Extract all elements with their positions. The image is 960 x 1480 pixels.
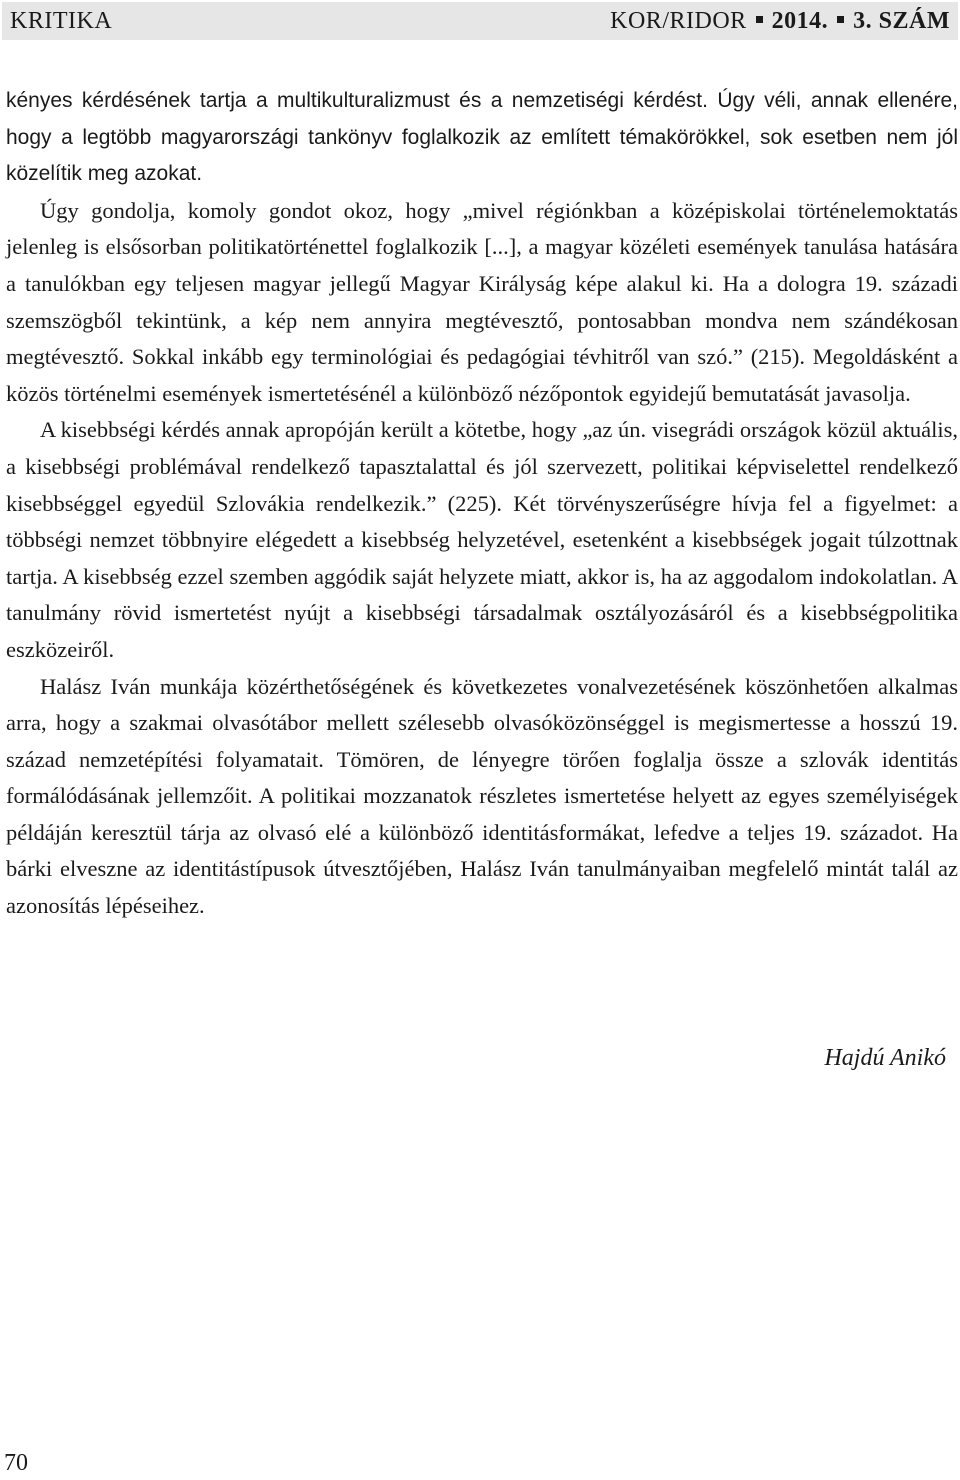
journal-info xyxy=(610,8,950,35)
page-number: 70 xyxy=(4,1450,28,1476)
article-body xyxy=(6,83,958,925)
journal-year: 2014. xyxy=(771,7,829,34)
journal-issue: 3. SZÁM xyxy=(853,7,950,34)
running-header xyxy=(2,2,958,40)
paragraph: Halász Iván munkája közérthetőségének és következetes vonalvezetésének köszönhetően alkalmas arra, hogy a szakmai olvasótábor mellett szélesebb olvasóközönséggel is megismertesse a hosszú 19. század nemzetépítési folyamatait. Tömören, de lényegre törően foglalja össze a szlovák identitás formálódásának jellemzőit. A politikai mozzanatok részletes ismertetése helyett az egyes személyiségek példáján keresztül tárja az olvasó elé a különböző identitásformákat, lefedve a teljes 19. századot. Ha bárki elveszne az identitástípusok útvesztőjében, Halász Iván tanulmányaiban megfelelő mintát talál az azonosítás lépéseihez. xyxy=(6,673,958,919)
paragraph: Úgy gondolja, komoly gondot okoz, hogy „mivel régiónkban a középiskolai történelemoktatás jelenleg is elsősorban politikatörténettel foglalkozik [...], a magyar közéleti események tanulása hatására a tanulókban egy teljesen magyar jellegű Magyar Királyság képe alakul ki. Ha a dologra 19. századi szemszögből tekintünk, a kép nem annyira megtévesztő, pontosabban mondva nem szándékosan megtévesztő. Sokkal inkább egy terminológiai és pedagógiai tévhitről van szó.” (215). Megoldásként a közös történelmi események ismertetésénél a különböző nézőpontok egyidejű bemutatását javasolja. xyxy=(6,197,958,406)
paragraph: A kisebbségi kérdés annak apropóján került a kötetbe, hogy „az ún. visegrádi országok közül aktuális, a kisebbségi problémával rendelkező tapasztalattal és jól szervezett, politikai képviselettel rendelkező kisebbséggel egyedül Szlovákia rendelkezik.” (225). Két törvényszerűségre hívja fel a figyelmet: a többségi nemzet többnyire elégedett a kisebbség helyzetével, esetenként a kisebbségek jogait túlzottnak tartja. A kisebbség ezzel szemben aggódik saját helyzete miatt, akkor is, ha az aggodalom indokolatlan. A tanulmány rövid ismertetést nyújt a kisebbségi társadalmak osztályozásáról és a kisebbségpolitika eszközeiről. xyxy=(6,417,958,662)
journal-name: KOR/RIDOR xyxy=(610,7,747,34)
section-title: KRITIKA xyxy=(10,7,113,34)
paragraph: kényes kérdésének tartja a multikulturalizmust és a nemzetiségi kérdést. Úgy véli, annak ellenére, hogy a legtöbb magyarországi tankönyv foglalkozik az említett témakörökkel, sok esetben nem jól közelítik meg azokat. xyxy=(6,89,958,186)
separator-square-icon xyxy=(837,16,844,23)
author-signature: Hajdú Anikó xyxy=(824,1045,946,1071)
separator-square-icon xyxy=(756,16,763,23)
